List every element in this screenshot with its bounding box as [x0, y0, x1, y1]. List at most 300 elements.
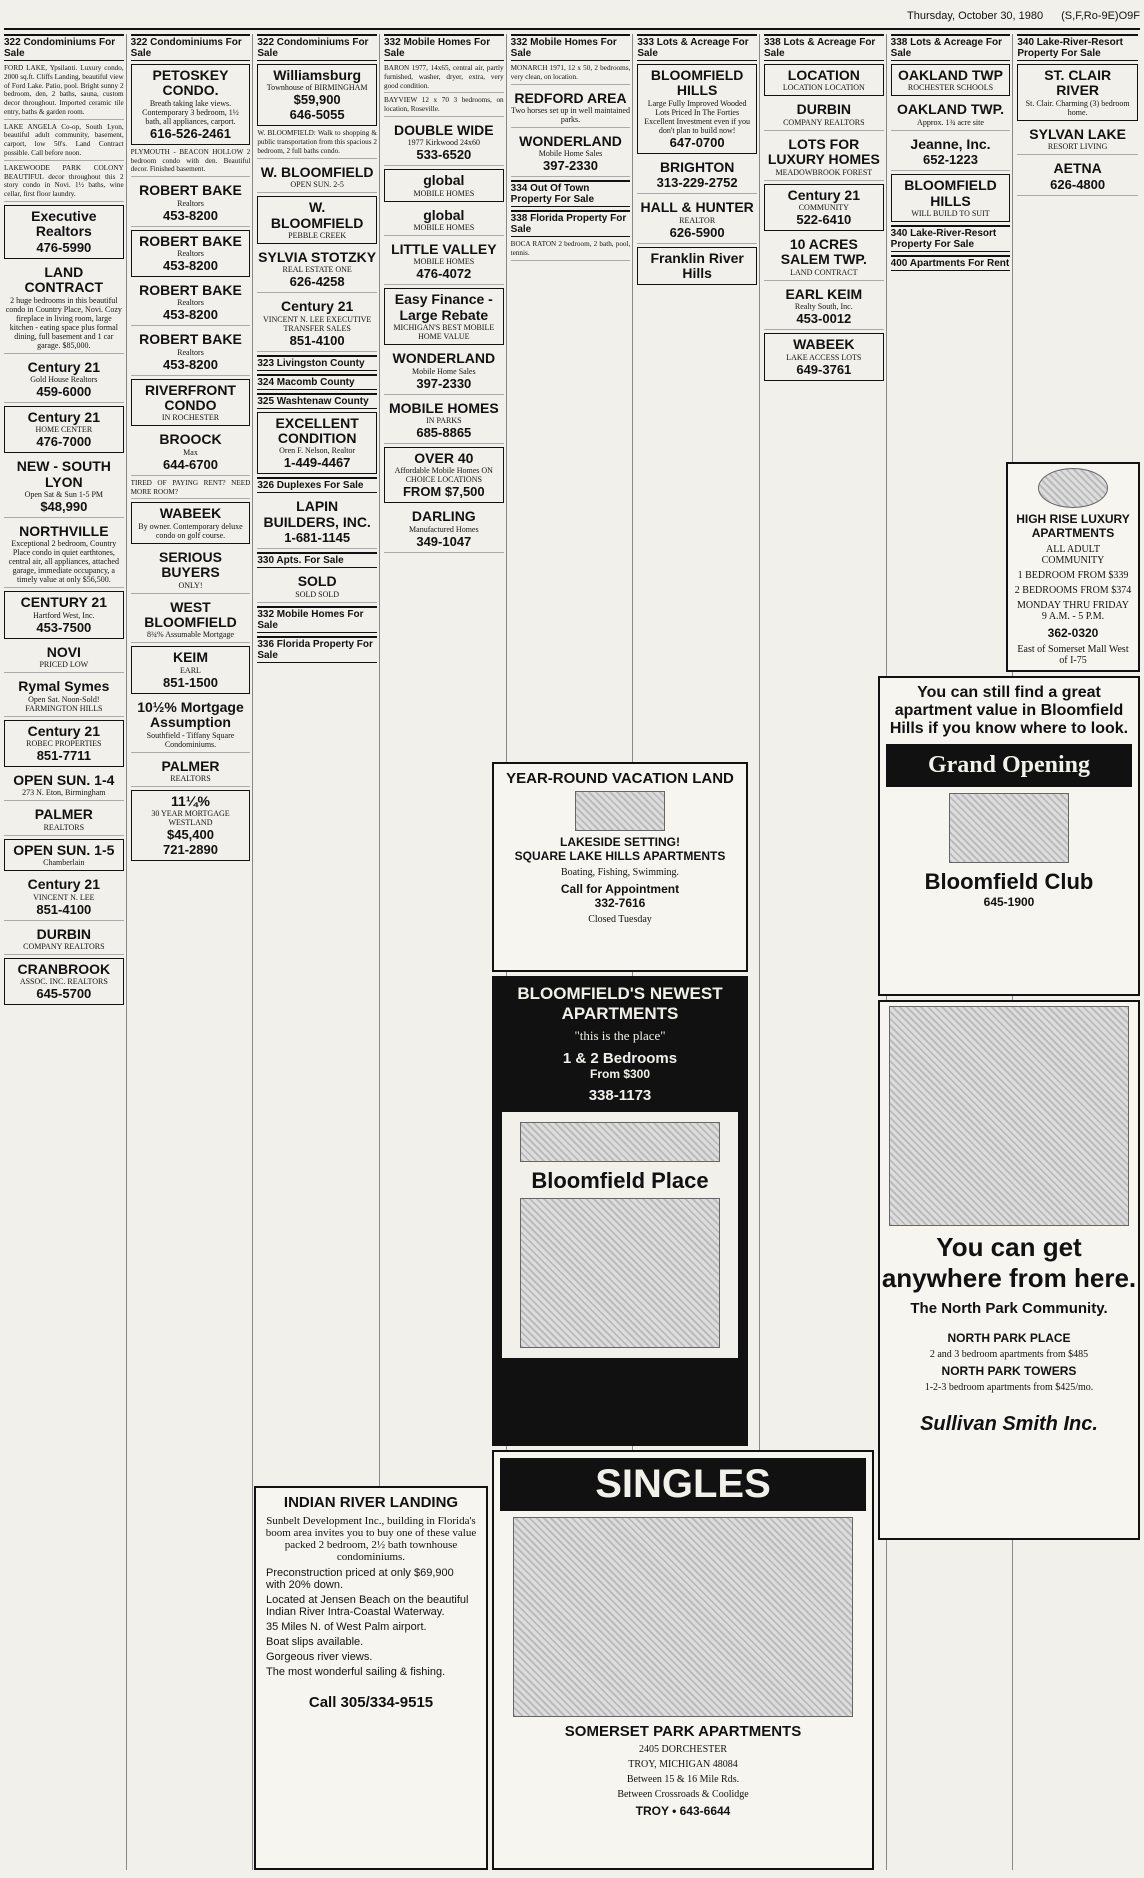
vl-closed: Closed Tuesday: [588, 914, 652, 925]
display-classified: [764, 333, 884, 380]
ad-name: Easy Finance - Large Rebate: [394, 291, 493, 323]
ir-intro: Sunbelt Development Inc., building in Florida's boom area invites you to buy one of these value packed 2 bedroom, 2½ bath townhouse condominiums.: [265, 1515, 477, 1563]
ad-phone: 646-5055: [289, 107, 345, 123]
display-classified: [4, 924, 124, 955]
ad-phone: 851-7711: [36, 748, 91, 764]
display-classified: [384, 398, 504, 444]
ad-name: ROBERT BAKE: [139, 182, 242, 199]
ad-note: PEBBLE CREEK: [288, 230, 347, 240]
display-classified: [131, 280, 251, 326]
vacation-land-ad: [492, 762, 748, 972]
vl-headline: YEAR-ROUND VACATION LAND: [506, 770, 734, 787]
ad-note: ROBEC PROPERTIES: [26, 739, 102, 749]
section-header: 330 Apts. For Sale: [257, 552, 377, 568]
ad-phone: 851-1500: [163, 674, 218, 690]
display-classified: [637, 197, 757, 243]
bc-grand-opening: Grand Opening: [886, 744, 1132, 787]
ad-name: PALMER: [161, 757, 220, 774]
np-aerial-drawing: [889, 1006, 1129, 1226]
display-classified: [131, 230, 251, 277]
display-classified: [131, 180, 251, 226]
classified-ad: MONARCH 1971, 12 x 50, 2 bedrooms, very clean, on location.: [511, 64, 631, 85]
bc-phone: 645-1900: [983, 895, 1035, 909]
display-classified: [4, 456, 124, 518]
issue-date: Thursday, October 30, 1980: [906, 10, 1044, 22]
ad-phone: 652-1223: [923, 152, 978, 168]
ad-name: global: [423, 206, 465, 223]
ad-name: Executive Realtors: [31, 207, 97, 240]
section-header: 325 Washtenaw County: [257, 393, 377, 409]
bloomfield-place-ad: [492, 976, 748, 1446]
ad-phone: 459-6000: [36, 383, 92, 399]
display-classified: [764, 284, 884, 330]
ad-phone: 313-229-2752: [656, 175, 738, 191]
display-classified: [4, 770, 124, 801]
ad-phone: 397-2330: [543, 158, 598, 174]
section-header: 334 Out Of Town Property For Sale: [511, 180, 631, 207]
display-classified: [384, 120, 504, 166]
bp-building-drawing: [520, 1198, 720, 1348]
ad-name: DARLING: [411, 508, 476, 525]
display-classified: [131, 790, 251, 861]
ad-note: ROCHESTER SCHOOLS: [907, 83, 994, 93]
ad-note: Open Sat & Sun 1-5 PM: [24, 490, 104, 500]
ad-phone: 453-8200: [163, 307, 218, 323]
sp-name: SOMERSET PARK APARTMENTS: [564, 1723, 802, 1740]
section-header: 340 Lake-River-Resort Property For Sale: [1017, 34, 1138, 61]
ad-phone: 1-681-1145: [284, 530, 351, 546]
display-classified: [4, 521, 124, 588]
ad-phone: 349-1047: [416, 533, 472, 549]
ad-name: WABEEK: [159, 505, 222, 522]
singles-ad: [492, 1450, 874, 1870]
ad-name: LOCATION: [787, 67, 860, 83]
ad-name: SYLVAN LAKE: [1029, 125, 1127, 142]
ad-note: MEADOWBROOK FOREST: [775, 167, 873, 177]
ad-note: 8¾% Assumable Mortgage: [147, 630, 234, 640]
ad-note: Large Fully Improved Wooded Lots Priced In The Forties Excellent Investment even if you don't plan to build now!: [644, 98, 751, 135]
display-classified: [257, 412, 377, 475]
bc-headline: You can still find a great apartment value in Bloomfield Hills if you know where to look.: [889, 684, 1129, 737]
column-1: [4, 34, 127, 1870]
column-2: [131, 34, 254, 1870]
ad-name: LITTLE VALLEY: [391, 241, 497, 258]
display-classified: [257, 162, 377, 193]
classified-ad: LAKE ANGELA Co-op, South Lyon, beautiful adult community, basement, carport, low 50's. Land Contract possible. Call before noon.: [4, 123, 124, 161]
vg-line3: 2 BEDROOMS FROM $374: [1014, 585, 1132, 596]
ad-phone: 453-8200: [163, 207, 218, 223]
display-classified: [891, 64, 1011, 96]
ad-note: 1977 Kirkwood 24x60: [407, 138, 481, 148]
ad-name: Century 21: [27, 876, 100, 893]
bc-map: [949, 793, 1069, 863]
ad-name: PETOSKEY CONDO.: [152, 67, 229, 99]
display-classified: [384, 506, 504, 552]
display-classified: [257, 247, 377, 293]
ad-note: REAL ESTATE ONE: [282, 265, 352, 275]
ad-note: RESORT LIVING: [1047, 142, 1108, 152]
display-classified: [131, 379, 251, 427]
display-classified: [384, 348, 504, 394]
display-classified: [131, 64, 251, 145]
ad-note: Southfield - Tiffany Square Condominiums.: [146, 730, 235, 749]
ad-name: Century 21: [27, 358, 100, 375]
ad-name: HALL & HUNTER: [640, 199, 754, 216]
display-classified: [131, 429, 251, 475]
ad-note: MOBILE HOMES: [413, 188, 475, 198]
ad-name: DURBIN: [796, 101, 852, 118]
singles-headline: SINGLES: [500, 1458, 866, 1511]
display-classified: [764, 184, 884, 231]
display-classified: [384, 205, 504, 236]
ad-name: SYLVIA STOTZKY: [258, 248, 377, 265]
ad-note: Affordable Mobile Homes ON CHOICE LOCATIONS: [394, 466, 493, 485]
ad-name: WEST BLOOMFIELD: [144, 598, 237, 630]
vg-line2: 1 BEDROOM FROM $339: [1017, 570, 1129, 581]
ad-name: Century 21: [787, 186, 860, 203]
display-classified: [637, 64, 757, 154]
ad-name: SOLD: [297, 573, 337, 590]
ad-name: MOBILE HOMES: [388, 399, 499, 416]
ad-phone: 453-7500: [36, 619, 92, 635]
classified-ad: W. BLOOMFIELD: Walk to shopping & public transportation from this spacious 2 bedroom, 2 full baths condo.: [257, 129, 377, 158]
ad-name: OAKLAND TWP.: [896, 101, 1005, 118]
display-classified: [764, 99, 884, 130]
ad-phone: 533-6520: [416, 147, 472, 163]
ad-phone: 721-2890: [163, 842, 218, 858]
section-header: 326 Duplexes For Sale: [257, 477, 377, 493]
ad-name: Century 21: [27, 408, 100, 425]
ad-name: Williamsburg: [273, 67, 362, 83]
display-classified: [4, 406, 124, 453]
ad-phone: 453-8200: [163, 356, 218, 372]
ad-phone: 397-2330: [416, 375, 472, 391]
vl-phone: 332-7616: [594, 896, 646, 910]
ad-name: NOVI: [46, 643, 81, 660]
section-header: 322 Condominiums For Sale: [257, 34, 377, 61]
ad-note: LAKE ACCESS LOTS: [786, 352, 862, 362]
ad-note: Mobile Home Sales: [538, 149, 603, 159]
np-towers-detail: 1-2-3 bedroom apartments from $425/mo.: [924, 1382, 1094, 1393]
ad-note: MICHIGAN'S BEST MOBILE HOME VALUE: [393, 323, 495, 342]
np-headline: You can get anywhere from here.: [881, 1232, 1137, 1293]
display-classified: [4, 804, 124, 835]
np-signature: Sullivan Smith Inc.: [920, 1413, 1098, 1435]
ad-name: SERIOUS BUYERS: [158, 548, 222, 581]
ad-name: LOTS FOR LUXURY HOMES: [767, 135, 880, 168]
ad-name: ST. CLAIR RIVER: [1044, 67, 1112, 99]
classified-ad: BARON 1977, 14x65, central air, partly furnished, washer, dryer, extra, very good condition.: [384, 64, 504, 93]
ad-name: LAND CONTRACT: [24, 263, 104, 296]
ad-note: MOBILE HOMES: [413, 257, 475, 267]
display-classified: [384, 239, 504, 285]
section-header: 323 Livingston County: [257, 355, 377, 371]
ad-note: COMPANY REALTORS: [23, 941, 105, 951]
section-header: 332 Mobile Homes For Sale: [257, 606, 377, 633]
ad-name: Franklin River Hills: [650, 249, 744, 281]
ad-note: 2 huge bedrooms in this beautiful condo in Country Place, Novi. Cozy fireplace in living room, large kitchen - eating space plus formal dining, full basement and 1 car garage. $85,000.: [5, 295, 122, 350]
village-green-logo: [1038, 468, 1108, 508]
ad-note: Mobile Home Sales: [412, 366, 476, 376]
ad-note: Realtors: [177, 298, 204, 308]
ad-phone: 453-0012: [796, 311, 852, 327]
ad-name: W. BLOOMFIELD: [260, 163, 374, 180]
bp-phone: 338-1173: [588, 1087, 652, 1104]
section-header: 333 Lots & Acreage For Sale: [637, 34, 757, 61]
classified-ad: LAKEWOODE PARK COLONY BEAUTIFUL decor throughout this 2 story condo in Novi. 1½ baths, wine cellar, first floor laundry.: [4, 164, 124, 202]
ad-note: EARL: [180, 665, 201, 675]
display-classified: [891, 174, 1011, 222]
section-header: 400 Apartments For Rent: [891, 255, 1011, 271]
section-header: 340 Lake-River-Resort Property For Sale: [891, 225, 1011, 252]
ad-note: WILL BUILD TO SUIT: [911, 208, 990, 218]
display-classified: [384, 169, 504, 201]
bp-price: From $300: [589, 1067, 651, 1081]
ad-note: REALTOR: [679, 215, 716, 225]
display-classified: [131, 547, 251, 594]
ad-note: Approx. 1¾ acre site: [917, 117, 984, 127]
ad-note: MOBILE HOMES: [413, 223, 475, 233]
ad-name: DURBIN: [36, 925, 92, 942]
ad-phone: 626-5900: [669, 224, 725, 240]
north-park-ad: [878, 1000, 1140, 1540]
village-green-ad: [1006, 462, 1140, 672]
display-classified: [4, 676, 124, 716]
display-classified: [131, 502, 251, 543]
ad-note: Two horses set up in well maintained parks.: [511, 105, 630, 124]
display-classified: [4, 642, 124, 673]
display-classified: [4, 958, 124, 1005]
ad-note: By owner. Contemporary deluxe condo on golf course.: [138, 521, 243, 540]
bp-headline: BLOOMFIELD'S NEWEST APARTMENTS: [517, 984, 723, 1023]
display-classified: [1017, 158, 1138, 195]
ad-phone: 453-8200: [163, 257, 218, 273]
vl-name: SQUARE LAKE HILLS APARTMENTS: [514, 849, 726, 863]
vg-phone: 362-0320: [1047, 626, 1099, 640]
display-classified: [764, 134, 884, 181]
display-classified: [131, 756, 251, 787]
ir-headline: INDIAN RIVER LANDING: [283, 1494, 459, 1511]
ad-name: PALMER: [34, 806, 93, 823]
ad-name: WONDERLAND: [392, 350, 496, 367]
ad-note: Realtors: [177, 248, 204, 258]
ad-name: BLOOMFIELD HILLS: [650, 67, 744, 99]
ad-note: SOLD SOLD: [295, 589, 340, 599]
ir-bullet-6: The most wonderful sailing & fishing.: [266, 1666, 446, 1678]
ad-phone: 647-0700: [669, 134, 725, 150]
ad-phone: 649-3761: [796, 361, 852, 377]
indian-river-ad: [254, 1486, 488, 1870]
ad-name: Rymal Symes: [18, 678, 110, 695]
display-classified: [4, 874, 124, 920]
display-classified: [4, 357, 124, 403]
display-classified: [4, 205, 124, 259]
sp-phone: TROY • 643-6644: [635, 1804, 731, 1818]
ad-name: DOUBLE WIDE: [394, 121, 494, 138]
display-classified: [511, 88, 631, 128]
ad-name: EXCELLENT CONDITION: [275, 414, 359, 447]
ad-name: 11¼%: [171, 792, 210, 809]
ad-note: Max: [183, 447, 198, 457]
ad-phone: 851-4100: [36, 901, 92, 917]
edition-code: (S,F,Ro-9E)O9F: [1061, 10, 1140, 22]
ad-name: KEIM: [172, 649, 208, 666]
ad-note: HOME CENTER: [35, 425, 93, 435]
ad-name: OVER 40: [414, 450, 474, 467]
ad-name: WABEEK: [793, 336, 855, 353]
ad-name: ROBERT BAKE: [139, 232, 242, 249]
ad-name: LAPIN BUILDERS, INC.: [263, 498, 371, 530]
ad-name: NORTHVILLE: [19, 523, 109, 540]
ad-note: Gold House Realtors: [30, 374, 98, 384]
masthead: [4, 4, 1140, 30]
ir-bullet-5: Gorgeous river views.: [266, 1651, 373, 1663]
ad-phone: 476-5990: [36, 239, 92, 255]
section-header: 322 Condominiums For Sale: [4, 34, 124, 61]
bp-map: [520, 1122, 720, 1162]
sp-city: TROY, MICHIGAN 48084: [628, 1759, 738, 1770]
ad-name: OPEN SUN. 1-5: [13, 841, 115, 858]
display-classified: [4, 591, 124, 638]
ad-note: VINCENT N. LEE: [33, 892, 95, 902]
ir-bullet-1: Preconstruction priced at only $69,900 with 20% down.: [266, 1567, 454, 1591]
section-header: 338 Florida Property For Sale: [511, 210, 631, 237]
ad-note: REALTORS: [43, 822, 85, 832]
ir-phone: Call 305/334-9515: [308, 1694, 434, 1711]
ad-note: Townhouse of BIRMINGHAM: [266, 83, 368, 93]
ad-name: Century 21: [280, 298, 354, 315]
np-towers: NORTH PARK TOWERS: [941, 1364, 1077, 1378]
ir-bullet-2: Located at Jensen Beach on the beautiful Indian River Intra-Coastal Waterway.: [266, 1594, 469, 1618]
vg-hours: MONDAY THRU FRIDAY 9 A.M. - 5 P.M.: [1016, 600, 1130, 622]
ad-name: ROBERT BAKE: [139, 331, 242, 348]
ad-note: St. Clair. Charming (3) bedroom home.: [1025, 98, 1130, 117]
classified-ad: BAYVIEW 12 x 70 3 bedrooms, on location, Roseville.: [384, 96, 504, 117]
ad-note: Manufactured Homes: [409, 524, 479, 534]
display-classified: [637, 157, 757, 194]
sailboat-icon: [575, 791, 665, 831]
vg-line1: ALL ADULT COMMUNITY: [1041, 544, 1105, 566]
ad-name: OAKLAND TWP: [897, 67, 1003, 83]
display-classified: [4, 720, 124, 767]
ad-name: W. BLOOMFIELD: [270, 199, 364, 231]
ad-note: REALTORS: [170, 773, 211, 783]
ad-phone: 851-4100: [289, 332, 345, 348]
ad-name: ROBERT BAKE: [139, 281, 242, 298]
ad-price: $59,900: [293, 92, 341, 108]
ad-name: REDFORD AREA: [514, 89, 627, 106]
display-classified: [1017, 64, 1138, 121]
ad-note: Open Sat. Noon-Sold! FARMINGTON HILLS: [25, 694, 103, 713]
classified-ad: FORD LAKE, Ypsilanti. Luxury condo, 2000 sq.ft. Cliffs Landing, beautiful view of Ford Lake. Patio, pool. Bright sunny 2 bedroom, den, 2 baths, sauna, custom decor throughout. Imported ceramic tile entry, baths & garden room.: [4, 64, 124, 120]
ad-note: Exceptional 2 bedroom, Country Place condo in quiet earthtones, central air, all appliances, attached garage, immediate occupancy, a timely value at only $56,500.: [8, 539, 119, 585]
ad-name: 10 ACRES SALEM TWP.: [780, 235, 867, 268]
display-classified: [257, 64, 377, 126]
display-classified: [4, 839, 124, 871]
ad-note: COMMUNITY: [798, 202, 849, 212]
display-classified: [1017, 124, 1138, 155]
display-classified: [257, 571, 377, 602]
section-header: 338 Lots & Acreage For Sale: [764, 34, 884, 61]
ad-name: BROOCK: [159, 431, 222, 448]
ad-phone: 1-449-4467: [283, 455, 351, 471]
ad-note: IN ROCHESTER: [161, 413, 220, 423]
ad-phone: 616-526-2461: [150, 125, 231, 141]
ad-name: global: [423, 172, 465, 189]
ad-note: Realtors: [177, 347, 204, 357]
ad-note: Realtors: [177, 198, 204, 208]
display-classified: [131, 646, 251, 693]
ad-note: Realty South, Inc.: [794, 302, 853, 312]
bloomfield-club-ad: [878, 676, 1140, 996]
vg-location: East of Somerset Mall West of I-75: [1017, 644, 1129, 666]
ad-name: BLOOMFIELD HILLS: [904, 177, 997, 209]
classified-ad: PLYMOUTH - BEACON HOLLOW 2 bedroom condo with den. Beautiful decor. Finished basement.: [131, 148, 251, 177]
ad-name: RIVERFRONT CONDO: [144, 381, 236, 414]
ad-note: LOCATION LOCATION: [782, 83, 865, 93]
classified-ad: BOCA RATON 2 bedroom, 2 bath, pool, tennis.: [511, 240, 631, 261]
classified-ad: TIRED OF PAYING RENT? NEED MORE ROOM?: [131, 479, 251, 500]
ad-name: EARL KEIM: [785, 285, 863, 302]
section-header: 332 Mobile Homes For Sale: [511, 34, 631, 61]
ad-note: COMPANY REALTORS: [783, 117, 865, 127]
ad-phone: 476-4072: [416, 266, 472, 282]
bp-name: Bloomfield Place: [531, 1168, 709, 1193]
np-place-detail: 2 and 3 bedroom apartments from $485: [929, 1349, 1089, 1360]
section-header: 338 Lots & Acreage For Sale: [891, 34, 1011, 61]
vg-title: HIGH RISE LUXURY APARTMENTS: [1016, 512, 1130, 540]
display-classified: [891, 99, 1011, 130]
ad-name: CENTURY 21: [20, 594, 107, 611]
display-classified: [511, 131, 631, 177]
ad-name: BRIGHTON: [659, 158, 735, 175]
ad-name: AETNA: [1053, 160, 1102, 177]
singles-illustration: [513, 1517, 853, 1717]
sp-address: 2405 DORCHESTER: [638, 1744, 728, 1755]
ad-note: Oren F. Nelson, Realtor: [279, 446, 356, 456]
display-classified: [764, 234, 884, 281]
display-classified: [131, 329, 251, 375]
ir-bullet-3: 35 Miles N. of West Palm airport.: [266, 1621, 427, 1633]
ad-name: CRANBROOK: [17, 960, 111, 977]
sp-cross: Between Crossroads & Coolidge: [617, 1789, 749, 1800]
display-classified: [131, 597, 251, 644]
ad-phone: 522-6410: [796, 211, 852, 227]
ad-name: Century 21: [27, 722, 100, 739]
ad-phone: 626-4800: [1050, 176, 1106, 192]
ad-price: $45,400: [166, 827, 214, 843]
section-header: 336 Florida Property For Sale: [257, 636, 377, 663]
ad-note: ASSOC. INC. REALTORS: [19, 977, 108, 987]
ad-note: Breath taking lake views. Contemporary 3 bedroom, 1½ bath, all appliances, carport.: [142, 98, 239, 126]
display-classified: [637, 247, 757, 286]
ad-name: Jeanne, Inc.: [910, 135, 991, 152]
ad-note: OPEN SUN. 2-5: [290, 180, 344, 190]
ad-note: 30 YEAR MORTGAGE WESTLAND: [151, 809, 230, 828]
vl-call: Call for Appointment: [560, 882, 680, 896]
display-classified: [4, 262, 124, 354]
ad-name: WONDERLAND: [519, 132, 622, 149]
ad-name: 10½% Mortgage Assumption: [137, 698, 244, 731]
bp-bedrooms: 1 & 2 Bedrooms: [562, 1050, 678, 1067]
display-classified: [257, 496, 377, 549]
ad-note: IN PARKS: [426, 416, 462, 426]
ad-note: ONLY!: [178, 580, 203, 590]
ad-price: FROM $7,500: [402, 484, 485, 500]
ad-phone: 645-5700: [36, 986, 92, 1002]
ad-note: 273 N. Eton, Birmingham: [22, 788, 106, 798]
ir-bullet-4: Boat slips available.: [266, 1636, 364, 1648]
